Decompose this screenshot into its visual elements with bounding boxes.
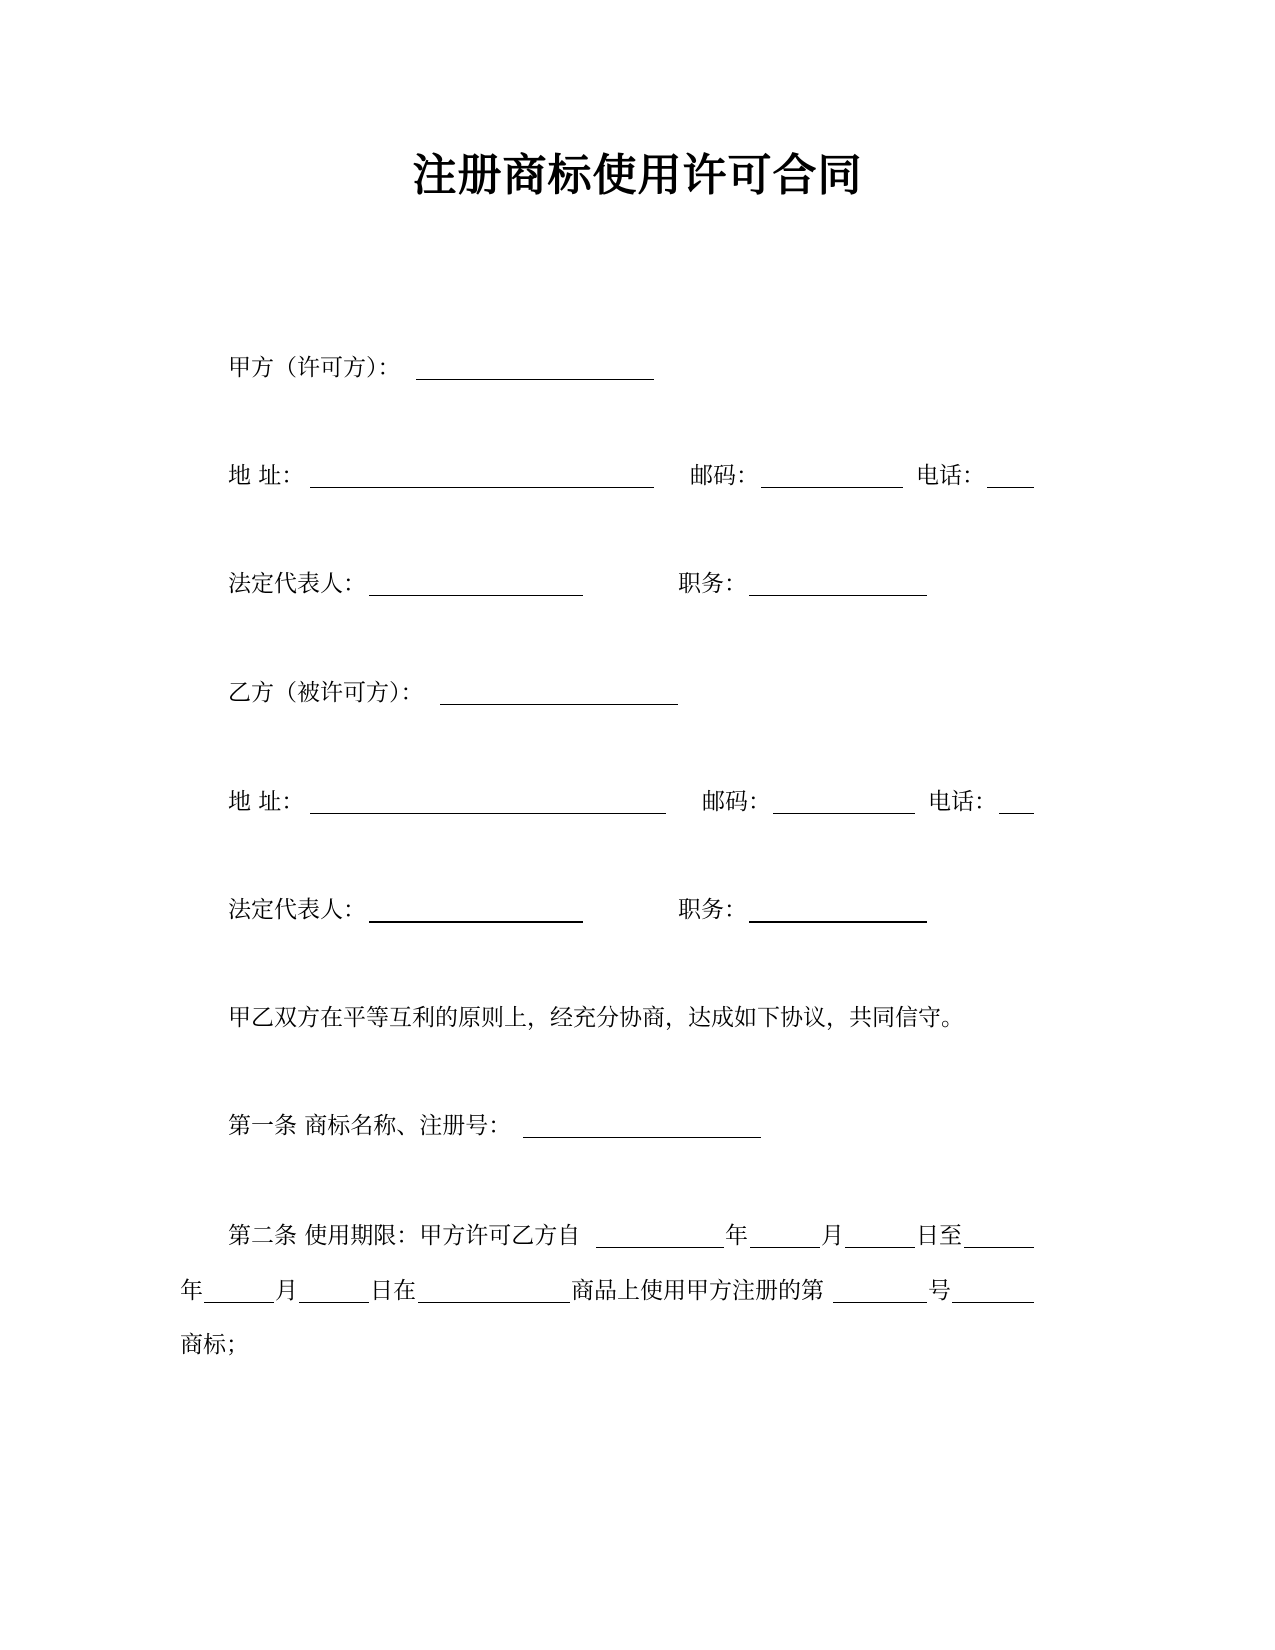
article-2-text-1: 第二条 使用期限：甲方许可乙方自 bbox=[228, 1223, 581, 1249]
article-2-end-day-blank[interactable] bbox=[299, 1302, 369, 1303]
article-2-text-2: 年 bbox=[725, 1223, 748, 1249]
party-a-phone-blank[interactable] bbox=[987, 487, 1034, 488]
article-2-end-month-blank[interactable] bbox=[204, 1302, 274, 1303]
article-1-row bbox=[0, 1108, 1275, 1144]
party-a-address-label: 地 址： bbox=[228, 463, 305, 489]
article-2-start-day-blank[interactable] bbox=[845, 1247, 915, 1248]
article-2-text-5: 年 bbox=[180, 1278, 203, 1304]
party-b-rep-label: 法定代表人： bbox=[228, 897, 366, 923]
document-title: 注册商标使用许可合同 bbox=[412, 150, 863, 201]
party-a-rep-blank[interactable] bbox=[369, 595, 583, 596]
preamble-row bbox=[0, 1000, 1275, 1036]
party-b-postcode-label: 邮码： bbox=[702, 789, 771, 815]
party-b-rep-blank[interactable] bbox=[369, 921, 583, 923]
party-b-position-label: 职务： bbox=[678, 897, 747, 923]
preamble-text: 甲乙双方在平等互利的原则上，经充分协商，达成如下协议，共同信守。 bbox=[228, 1005, 964, 1031]
party-b-postcode-blank[interactable] bbox=[773, 813, 915, 814]
article-2-text-6: 月 bbox=[275, 1278, 298, 1304]
party-b-address-row bbox=[0, 784, 1275, 820]
party-b-position-blank[interactable] bbox=[749, 921, 927, 923]
article-1-label: 第一条 商标名称、注册号： bbox=[228, 1113, 512, 1139]
party-a-address-blank[interactable] bbox=[310, 487, 654, 488]
article-2-text-10: 商标； bbox=[180, 1332, 249, 1358]
party-b-rep-row bbox=[0, 892, 1275, 928]
article-2-mark-blank[interactable] bbox=[952, 1302, 1034, 1303]
article-2-goods-blank[interactable] bbox=[418, 1302, 570, 1303]
article-2-line-1 bbox=[0, 1218, 1275, 1254]
party-a-position-label: 职务： bbox=[678, 571, 747, 597]
party-b-phone-label: 电话： bbox=[928, 789, 997, 815]
party-a-rep-label: 法定代表人： bbox=[228, 571, 366, 597]
party-b-blank[interactable] bbox=[440, 704, 678, 705]
party-a-label: 甲方（许可方）： bbox=[228, 355, 401, 381]
party-a-row bbox=[0, 350, 1275, 386]
party-a-phone-label: 电话： bbox=[916, 463, 985, 489]
party-a-address-row bbox=[0, 458, 1275, 494]
party-a-rep-row bbox=[0, 566, 1275, 602]
party-b-address-label: 地 址： bbox=[228, 789, 305, 815]
article-2-text-7: 日在 bbox=[370, 1278, 416, 1304]
article-2-text-8: 商品上使用甲方注册的第 bbox=[571, 1278, 824, 1304]
article-2-start-year-blank[interactable] bbox=[596, 1247, 724, 1248]
article-1-blank[interactable] bbox=[523, 1137, 761, 1138]
party-b-address-blank[interactable] bbox=[310, 813, 666, 814]
article-2-text-4: 日至 bbox=[916, 1223, 962, 1249]
article-2-text-3: 月 bbox=[821, 1223, 844, 1249]
party-a-postcode-label: 邮码： bbox=[690, 463, 759, 489]
party-a-postcode-blank[interactable] bbox=[761, 487, 903, 488]
article-2-text-9: 号 bbox=[928, 1278, 951, 1304]
party-a-blank[interactable] bbox=[416, 379, 654, 380]
party-a-position-blank[interactable] bbox=[749, 595, 927, 596]
party-b-row bbox=[0, 675, 1275, 711]
article-2-number-blank[interactable] bbox=[833, 1302, 927, 1303]
party-b-phone-blank[interactable] bbox=[999, 813, 1034, 814]
article-2-start-month-blank[interactable] bbox=[750, 1247, 820, 1248]
party-b-label: 乙方（被许可方）： bbox=[228, 680, 424, 706]
article-2-line-2 bbox=[0, 1273, 1275, 1309]
article-2-line-3 bbox=[0, 1327, 1275, 1363]
article-2-end-year-blank[interactable] bbox=[964, 1247, 1034, 1248]
